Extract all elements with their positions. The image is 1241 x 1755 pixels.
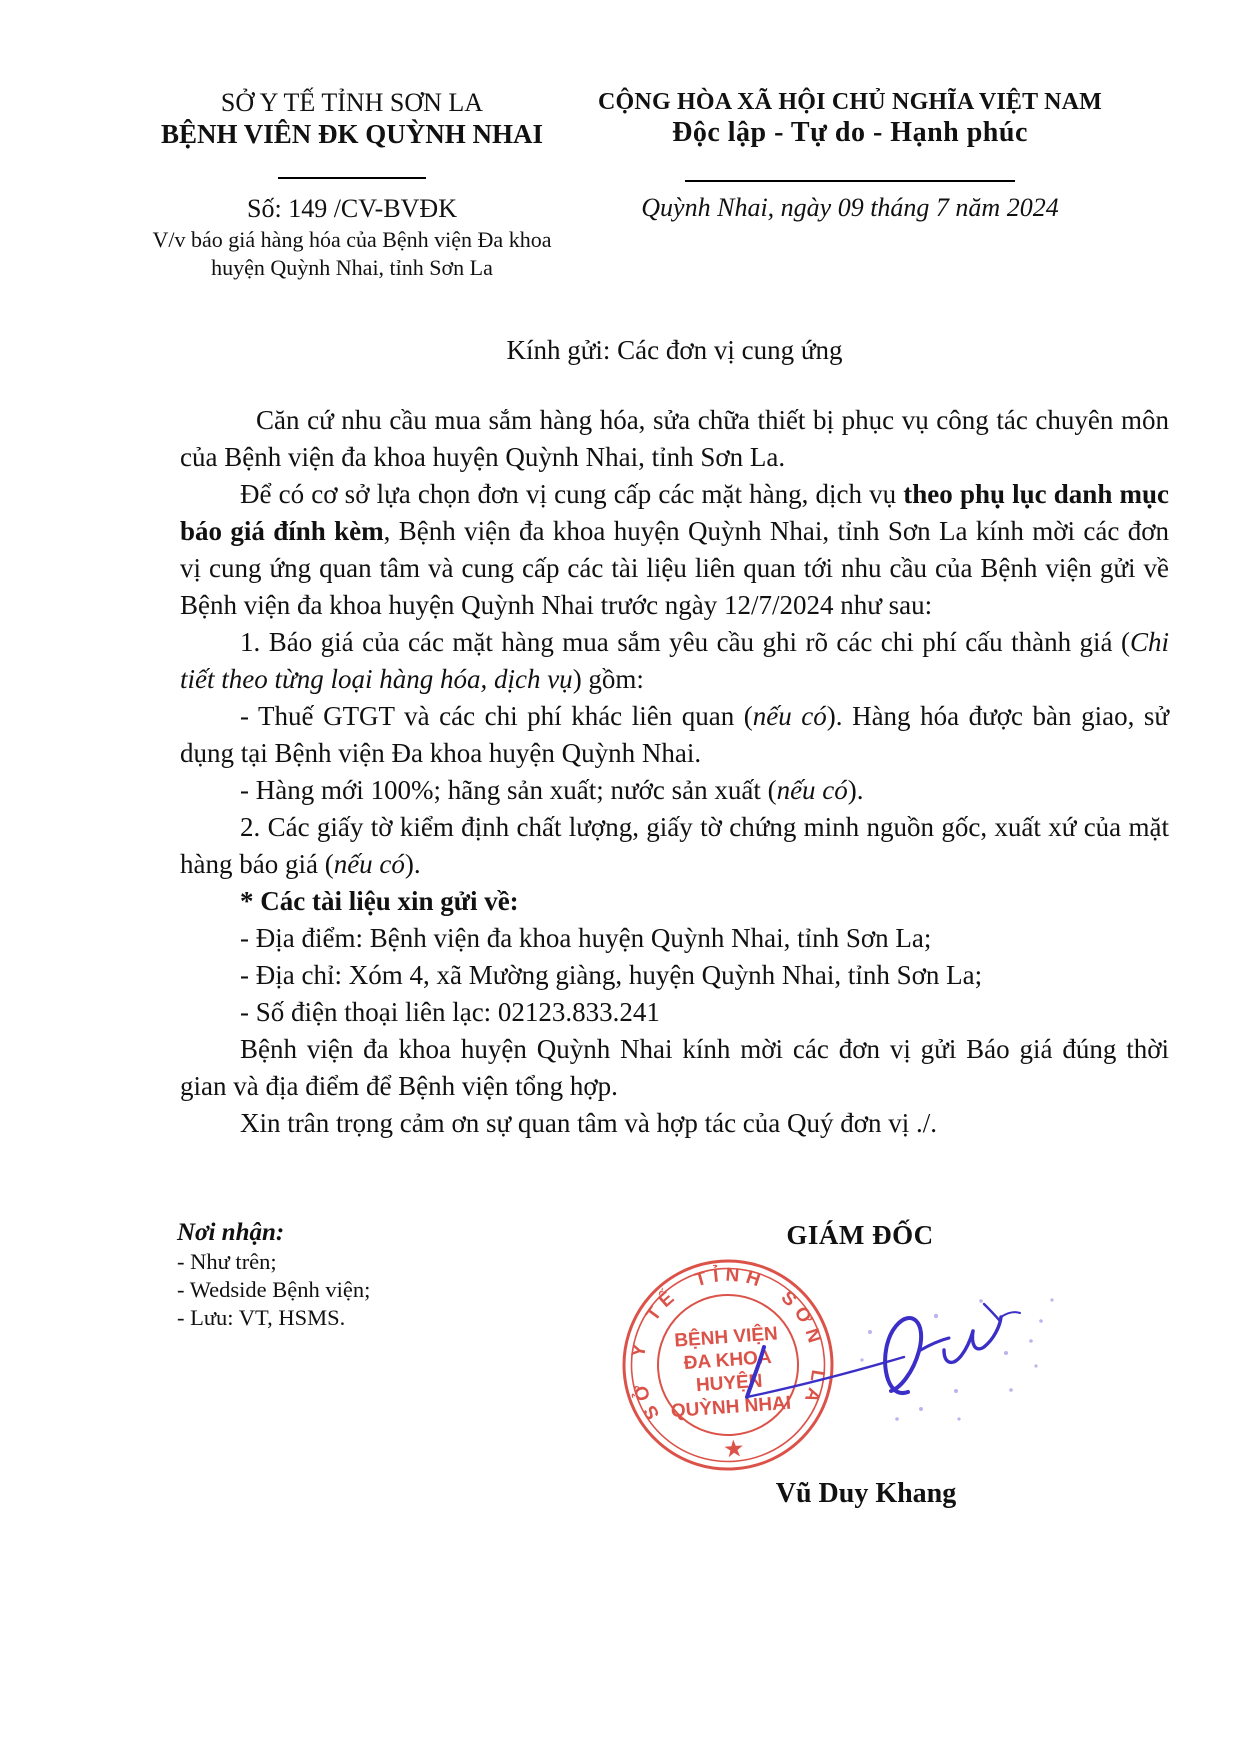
stamp-line-3: HUYỆN (695, 1370, 764, 1397)
place-and-date: Quỳnh Nhai, ngày 09 tháng 7 năm 2024 (641, 193, 1059, 222)
round-stamp-icon (617, 1254, 839, 1476)
text-run: - Số điện thoại liên lạc: 02123.833.241 (240, 997, 660, 1027)
body-paragraph (180, 476, 1169, 624)
signer-name: Vũ Duy Khang (775, 1478, 957, 1509)
body-paragraph (180, 1105, 1169, 1142)
text-run: - Địa điểm: Bệnh viện đa khoa huyện Quỳnh Nhai, tỉnh Sơn La; (240, 923, 932, 953)
text-run: , Bệnh viện đa khoa huyện Quỳnh Nhai, tỉnh Sơn La kính mời các đơn vị cung ứng quan tâm và cung cấp các tài liệu liên quan tới nhu cầu của Bệnh viện gửi về Bệnh viện đa khoa huyện Quỳnh Nhai trước ngày 12/7/2024 như sau: (180, 516, 1170, 620)
recipients-list (177, 1248, 370, 1332)
body-paragraph (180, 772, 1169, 809)
subject-line-1: V/v báo giá hàng hóa của Bệnh viện Đa khoa (152, 227, 552, 252)
text-run: 2. Các giấy tờ kiểm định chất lượng, giấy tờ chứng minh nguồn gốc, xuất xứ của mặt hàng báo giá ( (180, 812, 1169, 879)
text-run: ) gồm: (572, 664, 644, 694)
body-paragraph (180, 698, 1169, 772)
agency-underline (278, 177, 426, 179)
motto-underline (685, 180, 1015, 182)
document-body (180, 402, 1169, 1142)
signer-title: GIÁM ĐỐC (786, 1220, 934, 1250)
text-run: nếu có (776, 775, 848, 805)
text-run: 1. Báo giá của các mặt hàng mua sắm yêu cầu ghi rõ các chi phí cấu thành giá ( (240, 627, 1130, 657)
agency-name: BỆNH VIÊN ĐK QUỲNH NHAI (160, 119, 544, 149)
signature-ink (747, 1298, 1054, 1420)
document-subject (95, 226, 609, 282)
text-run: ). (847, 775, 864, 805)
parent-agency-name: SỞ Y TẾ TỈNH SƠN LA (220, 88, 484, 117)
national-motto: Độc lập - Tự do - Hạnh phúc (672, 117, 1028, 148)
text-run: Xin trân trọng cảm ơn sự quan tâm và hợp tác của Quý đơn vị ./. (240, 1108, 938, 1138)
body-paragraph (180, 994, 1169, 1031)
body-paragraph (180, 920, 1169, 957)
stamp-line-4: QUỲNH NHAI (670, 1392, 792, 1423)
document-number: Số: 149 /CV-BVĐK (247, 194, 457, 223)
stamp-line-2: ĐA KHOA (683, 1346, 773, 1375)
body-paragraph (180, 624, 1169, 698)
text-run: - Thuế GTGT và các chi phí khác liên quan ( (240, 701, 753, 731)
body-paragraph (180, 809, 1169, 883)
body-paragraph (180, 402, 1169, 476)
national-header: CỘNG HÒA XÃ HỘI CHỦ NGHĨA VIỆT NAM (598, 89, 1102, 115)
recipient-item: - Lưu: VT, HSMS. (177, 1305, 346, 1330)
salutation: Kính gửi: Các đơn vị cung ứng (506, 335, 843, 365)
body-paragraph (180, 1031, 1169, 1105)
body-paragraph (180, 883, 1169, 920)
national-motto-block (575, 88, 1125, 224)
text-run: nếu có (333, 849, 405, 879)
text-run: theo phụ lục danh mục báo giá đính kèm (180, 479, 1169, 546)
stamp-ring-text: SỞ Y TẾ TỈNH SƠN LA (627, 1264, 829, 1423)
recipients-block (177, 1218, 370, 1332)
recipients-label: Nơi nhận: (177, 1219, 285, 1246)
text-run: ). Hàng hóa được bàn giao, sử dụng tại Bệnh viện Đa khoa huyện Quỳnh Nhai. (180, 701, 1170, 768)
text-run: - Hàng mới 100%; hãng sản xuất; nước sản xuất ( (240, 775, 777, 805)
stamp-star-icon: ★ (722, 1435, 746, 1464)
text-run: Bệnh viện đa khoa huyện Quỳnh Nhai kính mời các đơn vị gửi Báo giá đúng thời gian và địa điểm để Bệnh viện tổng hợp. (180, 1034, 1169, 1101)
text-run: * Các tài liệu xin gửi về: (240, 886, 519, 916)
recipient-item: - Như trên; (177, 1249, 277, 1274)
text-run: Để có cơ sở lựa chọn đơn vị cung cấp các mặt hàng, dịch vụ (240, 479, 904, 509)
recipient-item: - Wedside Bệnh viện; (177, 1277, 371, 1302)
stamp-line-1: BỆNH VIỆN (673, 1323, 779, 1352)
text-run: Chi tiết theo từng loại hàng hóa, dịch vụ (180, 627, 1169, 694)
subject-line-2: huyện Quỳnh Nhai, tỉnh Sơn La (211, 255, 493, 280)
issuing-agency-block (95, 88, 609, 282)
text-run: ). (404, 849, 421, 879)
ink-speckles (860, 1298, 1053, 1420)
text-run: nếu có (752, 701, 827, 731)
text-run: Căn cứ nhu cầu mua sắm hàng hóa, sửa chữa thiết bị phục vụ công tác chuyên môn của Bệnh viện đa khoa huyện Quỳnh Nhai, tỉnh Sơn La. (180, 405, 1169, 472)
body-paragraph (180, 957, 1169, 994)
svg-text:SỞ Y TẾ TỈNH SƠN LA (620, 1257, 831, 1424)
text-run: - Địa chỉ: Xóm 4, xã Mường giàng, huyện Quỳnh Nhai, tỉnh Sơn La; (240, 960, 983, 990)
